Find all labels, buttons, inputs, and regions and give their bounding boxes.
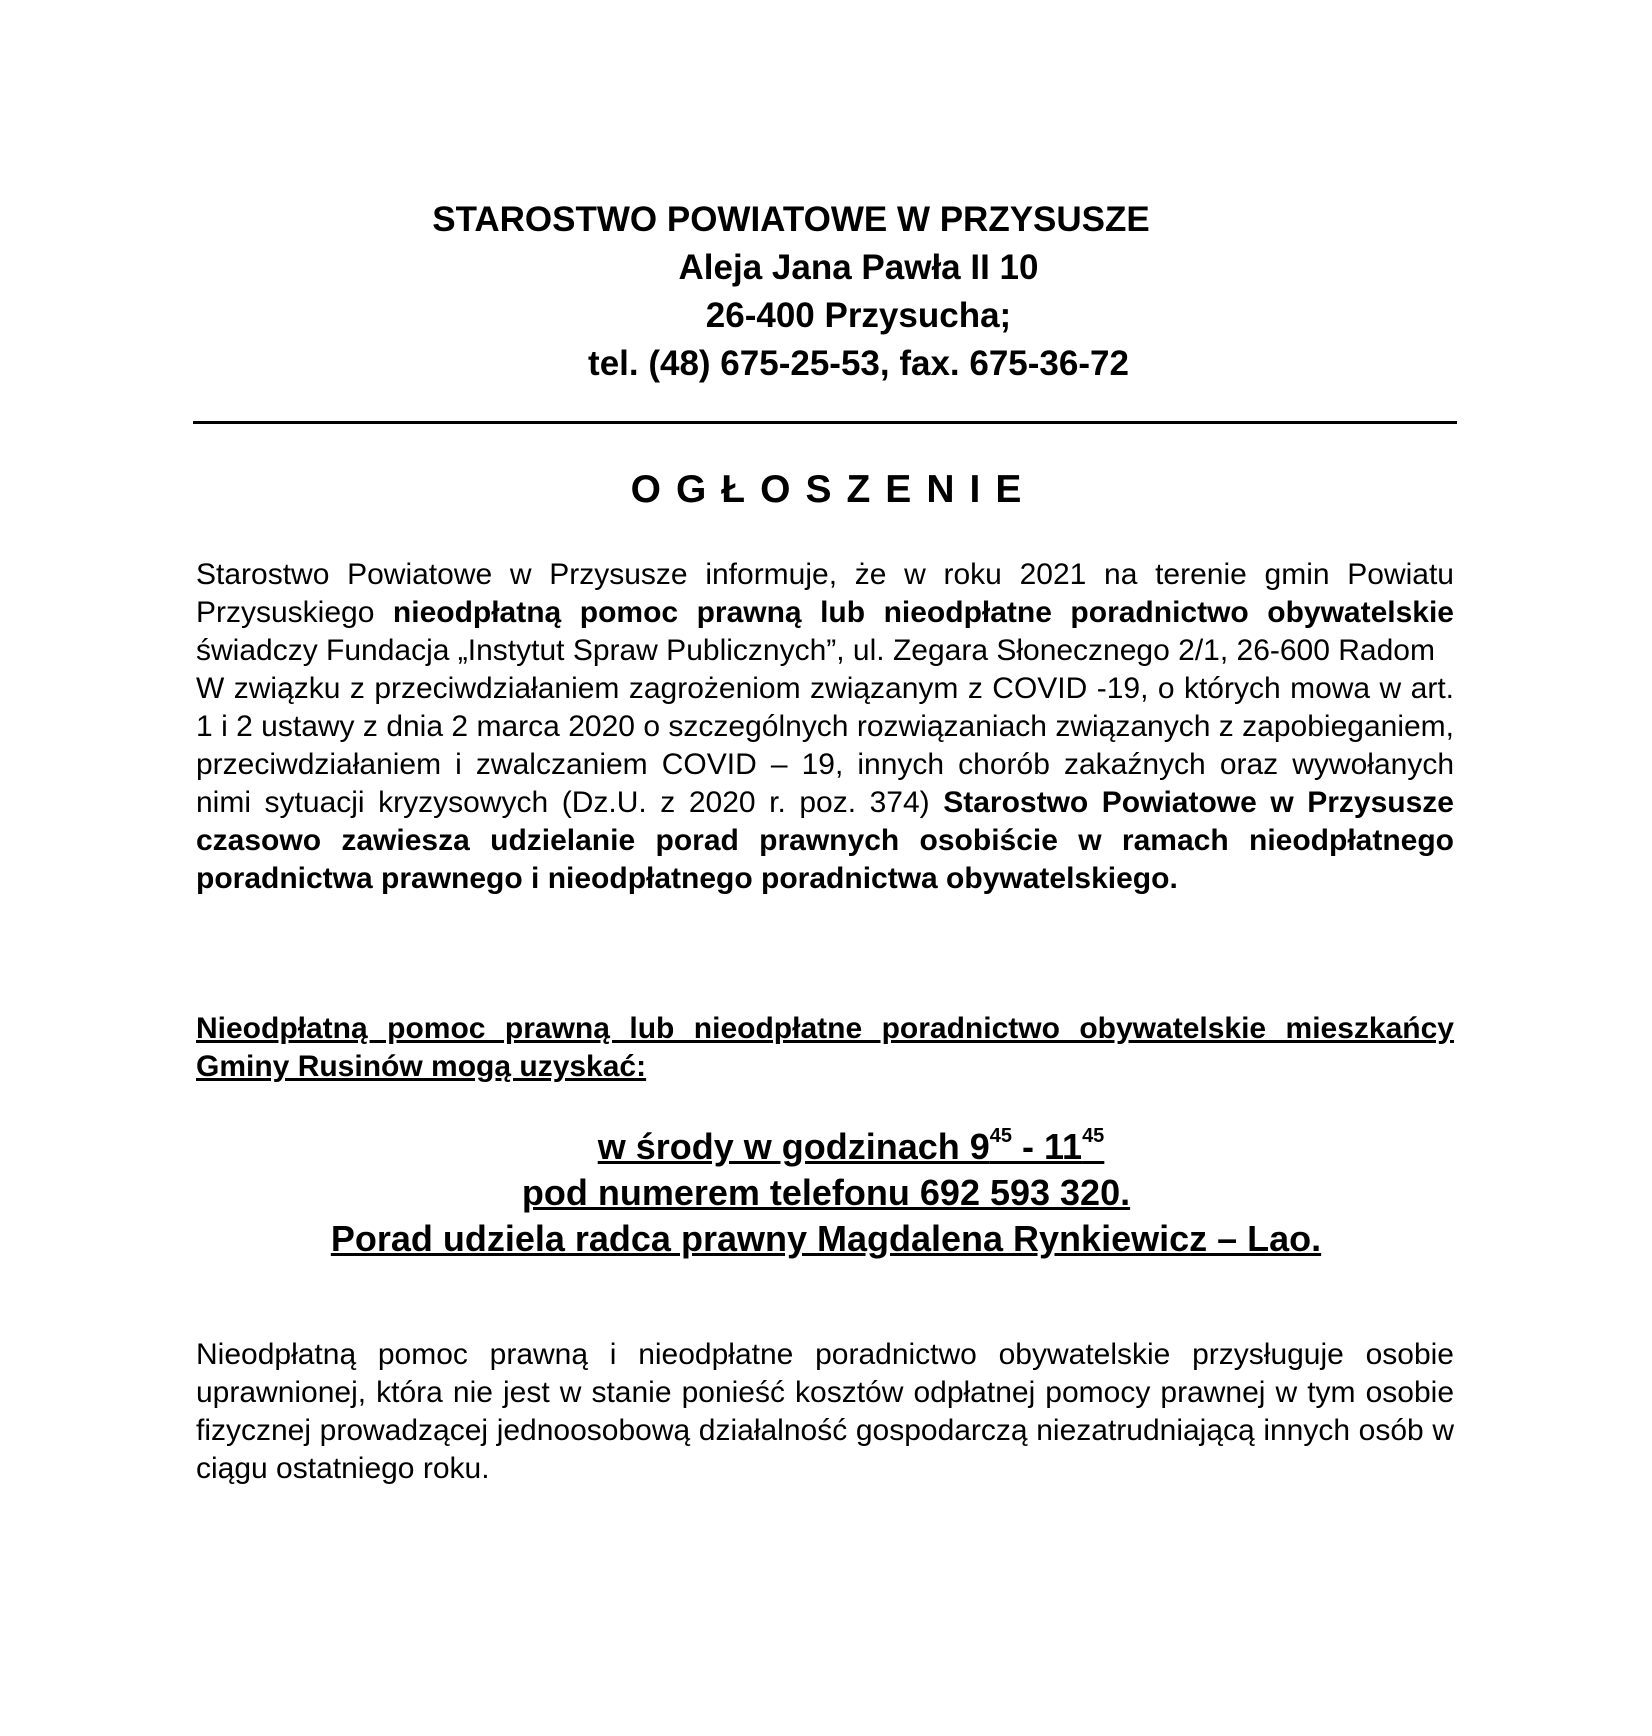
intro-text [196,556,1454,898]
covid-text-a: W związku z przeciwdziałaniem zagrożeniom związanym z COVID -19, o których mowa w art. 1 i 2 ustawy z dnia 2 marca 2020 o szczególnych rozwiązaniach związanych z zapobieganiem, przeciwdziałaniem i zwalczaniem COVID – 19, innych chorób zakaźnych oraz wywołanych nimi sytuacji kryzysowych (Dz.U. z 2020 r. poz. 374) [196,672,1454,819]
provider-paragraph [196,556,1454,670]
schedule-hours [0,1124,1652,1170]
schedule-phone: pod numerem telefonu 692 593 320. [521,1172,1131,1213]
provider-text-a: Starostwo Powiatowe w Przysusze informuje, że w roku 2021 na terenie gmin Powiatu Przysuskiego [196,558,1454,629]
schedule-end-minutes: 45 [1082,1125,1105,1147]
provider-text-bold: nieodpłatną pomoc prawną lub nieodpłatne poradnictwo obywatelskie [392,596,1454,629]
schedule-advisor: Porad udziela radca prawny Magdalena Rynkiewicz – Lao. [330,1218,1322,1259]
schedule-day: w środy w godzinach 9 [597,1126,990,1167]
office-name: STAROSTWO POWIATOWE W PRZYSUSZE [432,200,1150,239]
provider-text-c: świadczy Fundacja „Instytut Spraw Publicznych”, ul. Zegara Słonecznego 2/1, 26-600 Radom [196,634,1435,667]
covid-paragraph [196,670,1454,898]
office-city: 26-400 Przysucha; [705,296,1012,335]
eligibility-text: Nieodpłatną pomoc prawną i nieodpłatne poradnictwo obywatelskie przysługuje osobie uprawnionej, która nie jest w stanie ponieść kosztów odpłatnej pomocy prawnej w tym osobie fizycznej prowadzącej jednoosobową działalność gospodarczą niezatrudniającą innych osób w ciągu ostatniego roku. [196,1338,1454,1485]
section-heading: Nieodpłatną pomoc prawną lub nieodpłatne poradnictwo obywatelskie mieszkańcy Gminy Rusinów mogą uzyskać: [196,1012,1454,1083]
schedule-start-minutes: 45 [989,1125,1012,1147]
schedule-block [0,1124,1652,1262]
office-street: Aleja Jana Pawła II 10 [678,248,1039,287]
letterhead [0,196,1652,388]
header-divider [193,421,1457,424]
schedule-separator: - 11 [1012,1126,1083,1167]
office-contact: tel. (48) 675-25-53, fax. 675-36-72 [588,344,1129,383]
page-title: OGŁOSZENIE [630,468,1037,511]
covid-text-bold: Starostwo Powiatowe w Przysusze czasowo zawiesza udzielanie porad prawnych osobiście w ramach nieodpłatnego poradnictwa prawnego i nieodpłatnego poradnictwa obywatelskiego. [196,786,1454,895]
